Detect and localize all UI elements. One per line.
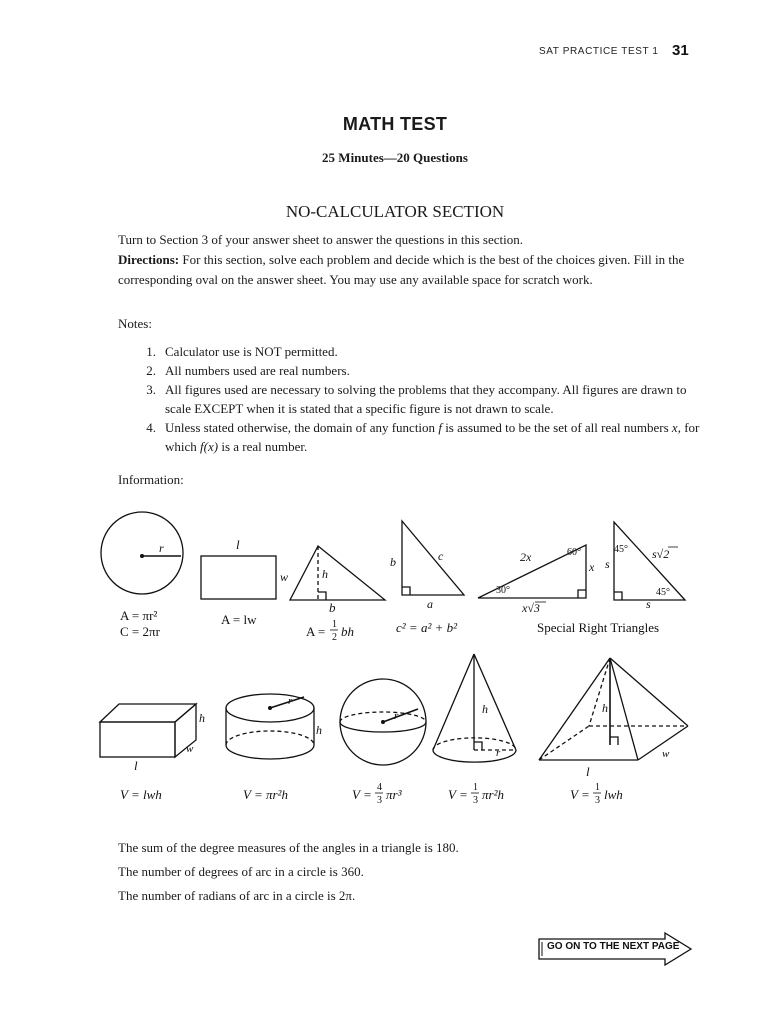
sphere-vol-prefix: V = xyxy=(352,787,372,802)
sphere-vol-suffix: πr³ xyxy=(386,787,402,802)
section-title: NO-CALCULATOR SECTION xyxy=(285,202,505,221)
rectangle-shape xyxy=(201,556,276,599)
cone-left-side xyxy=(433,654,474,750)
page-title: MATH TEST xyxy=(342,114,448,134)
cylinder-r-label: r xyxy=(288,695,293,707)
sphere-figure xyxy=(340,679,426,765)
circle-shape xyxy=(101,512,183,594)
rectangle-w-label: w xyxy=(280,570,289,584)
right-angle-mark xyxy=(614,592,622,600)
cone-right-side xyxy=(474,654,516,750)
cone-vol-prefix: V = xyxy=(448,787,468,802)
box-l-label: l xyxy=(134,758,138,773)
t30-x-label: x xyxy=(589,560,595,574)
pyramid-edge-back-left xyxy=(589,658,610,726)
intro-text: Turn to Section 3 of your answer sheet to answer the questions in this section. xyxy=(118,232,523,247)
sphere-fraction-numerator: 4 xyxy=(377,782,382,793)
directions-label: Directions: xyxy=(118,252,180,267)
sphere-r-label: r xyxy=(394,710,399,722)
triangle-area-prefix: A = xyxy=(306,624,326,639)
box-top-face xyxy=(100,704,196,722)
note-italic-x: x xyxy=(671,420,678,435)
note-number: 1. xyxy=(146,344,156,359)
right-angle-mark xyxy=(402,587,410,595)
rectangle-area-formula: A = lw xyxy=(221,612,257,627)
cone-figure xyxy=(433,654,516,762)
note-text: All numbers used are real numbers. xyxy=(165,363,350,378)
pyramid-h-label: h xyxy=(602,701,608,715)
cylinder-bottom-front xyxy=(226,745,314,759)
right-angle-mark xyxy=(318,592,326,600)
cylinder-h-label: h xyxy=(316,723,322,737)
pyramid-fraction-numerator: 1 xyxy=(595,782,600,793)
notes-label: Notes: xyxy=(118,316,152,331)
note-number: 2. xyxy=(146,363,156,378)
triangle-fraction-denominator: 2 xyxy=(332,632,337,643)
t30-60-angle-label: 60° xyxy=(567,547,581,558)
special-right-triangles-caption: Special Right Triangles xyxy=(537,620,660,635)
pyth-c-label: c xyxy=(438,549,444,563)
pyth-a-label: a xyxy=(427,597,433,611)
note-text: All figures used are necessary to solving the problems that they accompany. All figures are drawn to scale EXCEPT when it is stated that a specific figure is not drawn to scale. xyxy=(165,382,687,416)
circle-center-dot xyxy=(140,554,144,558)
note-number: 4. xyxy=(146,420,156,435)
running-head: SAT PRACTICE TEST 1 xyxy=(539,46,659,57)
cone-fraction-denominator: 3 xyxy=(473,795,478,806)
note-text-part: is a real number. xyxy=(218,439,308,454)
t30-hypotenuse-label: 2x xyxy=(520,550,532,564)
directions-text: For this section, solve each problem and decide which is the best of the choices given. Fill in the corresponding oval on the answer sheet. You may use any available space for scratch work. xyxy=(118,252,685,287)
cylinder-center-dot xyxy=(268,706,272,710)
note-italic-fx: f(x) xyxy=(200,439,219,454)
pythagorean-formula: c² = a² + b² xyxy=(396,620,458,635)
box-volume-formula: V = lwh xyxy=(120,787,162,802)
note-text-part: , for which xyxy=(165,420,700,454)
pyramid-edge-back-right xyxy=(610,658,688,726)
cone-fraction-numerator: 1 xyxy=(473,782,478,793)
pyramid-base-left xyxy=(539,726,589,760)
information-label: Information: xyxy=(118,472,184,487)
page-number: 31 xyxy=(672,42,689,59)
t30-base-label: x√3 xyxy=(522,601,540,615)
page-subtitle: 25 Minutes—20 Questions xyxy=(322,150,468,165)
triangle-b-label: b xyxy=(329,600,336,615)
pyramid-vol-suffix: lwh xyxy=(604,787,623,802)
triangle-area-suffix: bh xyxy=(341,624,354,639)
next-page-label: GO ON TO THE NEXT PAGE xyxy=(547,941,680,952)
pyramid-figure xyxy=(539,658,688,760)
note-text: Calculator use is NOT permitted. xyxy=(165,344,338,359)
note-text-part: is assumed to be the set of all real numbers xyxy=(441,420,672,435)
box-figure xyxy=(100,704,196,757)
cylinder-radius-line xyxy=(270,697,304,708)
t45-base-label: s xyxy=(646,597,651,611)
rectangle-l-label: l xyxy=(236,537,240,552)
next-page-button[interactable] xyxy=(538,932,694,966)
t45-hypotenuse-label: s√2 xyxy=(652,547,670,561)
fact-line: The number of degrees of arc in a circle is 360. xyxy=(118,864,364,879)
circle-r-label: r xyxy=(159,541,164,555)
sphere-radius-line xyxy=(383,709,418,722)
cone-vol-suffix: πr²h xyxy=(482,787,504,802)
cone-base-front xyxy=(433,750,516,762)
cone-r-label: r xyxy=(496,747,501,759)
note-italic-f: f xyxy=(438,420,442,435)
cylinder-volume-formula: V = πr²h xyxy=(243,787,288,802)
right-angle-mark xyxy=(578,590,586,598)
t45-top-angle-label: 45° xyxy=(614,544,628,555)
right-angle-mark xyxy=(610,737,618,745)
note-text-part: Unless stated otherwise, the domain of any function xyxy=(165,420,439,435)
box-front-face xyxy=(100,722,175,757)
t45-bottom-angle-label: 45° xyxy=(656,587,670,598)
pyramid-w-label: w xyxy=(662,748,670,760)
pyramid-vol-prefix: V = xyxy=(570,787,590,802)
box-w-label: w xyxy=(186,743,194,755)
box-h-label: h xyxy=(199,711,205,725)
circle-figure xyxy=(101,512,183,594)
facts-list xyxy=(118,836,459,908)
note-number: 3. xyxy=(146,382,156,397)
pyth-b-label: b xyxy=(390,555,396,569)
pyramid-l-label: l xyxy=(586,764,590,779)
pythagorean-triangle-shape xyxy=(402,521,464,595)
cone-h-label: h xyxy=(482,702,488,716)
triangle-shape xyxy=(290,546,385,600)
cylinder-bottom-back xyxy=(226,731,314,745)
sphere-center-dot xyxy=(381,720,385,724)
sphere-fraction-denominator: 3 xyxy=(377,795,382,806)
pyramid-edge-front-left xyxy=(539,658,610,760)
fact-line: The number of radians of arc in a circle is 2π. xyxy=(118,888,356,903)
cylinder-figure xyxy=(226,694,314,759)
pyramid-edge-front-right xyxy=(610,658,638,760)
right-angle-mark xyxy=(474,742,482,750)
circle-area-formula: A = πr² xyxy=(120,608,158,623)
fact-line: The sum of the degree measures of the angles in a triangle is 180. xyxy=(118,840,459,855)
circle-circumference-formula: C = 2πr xyxy=(120,624,160,639)
t30-30-angle-label: 30° xyxy=(496,585,510,596)
t45-side-label: s xyxy=(605,557,610,571)
triangle-h-label: h xyxy=(322,567,328,581)
triangle-fraction-numerator: 1 xyxy=(332,619,337,630)
pyramid-fraction-denominator: 3 xyxy=(595,795,600,806)
triangle-45-45-90-shape xyxy=(614,522,685,600)
